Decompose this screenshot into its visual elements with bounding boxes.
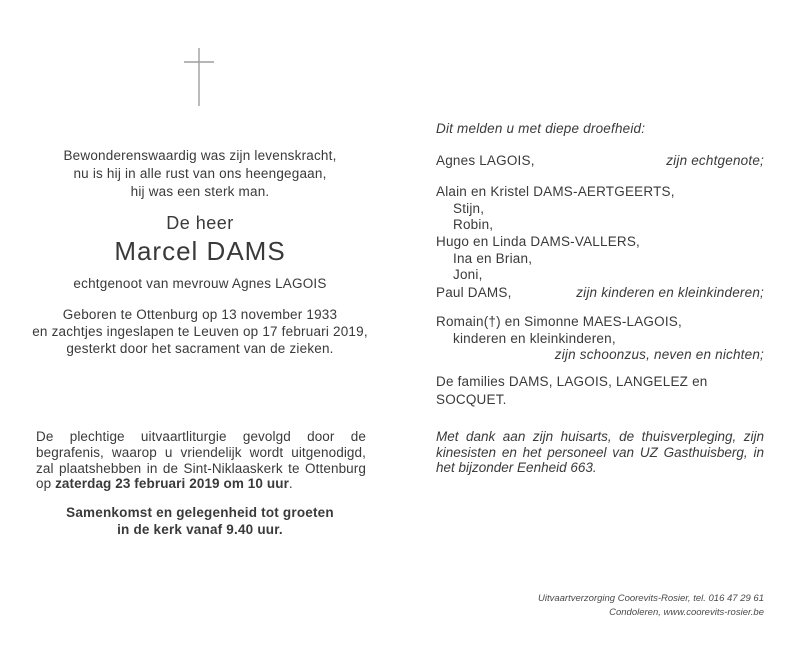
service-announcement-text: De plechtige uitvaartliturgie gevolgd door de begrafenis, waarop u vriendelijk wordt uitgenodigd, zal plaatshebben in de Sint-Niklaaskerk te Ottenburg op (36, 429, 366, 492)
service-date-bold: zaterdag 23 februari 2019 om 10 uur (55, 476, 289, 492)
spouse-row (436, 152, 764, 170)
condolence-website: Condoleren, www.coorevits-rosier.be (609, 606, 764, 618)
service-announcement (36, 429, 366, 492)
memorial-cross-icon (183, 46, 215, 113)
deceased-name: Marcel DAMS (114, 236, 286, 266)
gathering-notice (30, 505, 370, 538)
opening-verse-line: Bewonderenswaardig was zijn levenskracht, (63, 148, 337, 163)
thanks-paragraph: Met dank aan zijn huisarts, de thuisverpleging, zijn kinesisten en het personeel van UZ Gasthuisberg, in het bijzonder Eenheid 663. (436, 429, 764, 475)
spouse-relation: zijn echtgenote; (666, 153, 764, 168)
family-member: Romain(†) en Simonne MAES-LAGOIS, (436, 314, 682, 329)
announcement-intro: Dit melden u met diepe droefheid: (436, 121, 646, 136)
life-dates-line: en zachtjes ingeslapen te Leuven op 17 februari 2019, (32, 324, 368, 339)
spouse-name: Agnes LAGOIS, (436, 153, 535, 168)
family-member: Ina en Brian, (453, 250, 533, 266)
family-member: Paul DAMS, (436, 285, 512, 300)
opening-verse-line: nu is hij in alle rust van ons heengegaan, (73, 166, 327, 181)
honorific: De heer (166, 213, 234, 233)
opening-verse (30, 147, 370, 201)
family-member: Robin, (453, 217, 494, 232)
family-member: kinderen en kleinkinderen, (453, 330, 616, 346)
inlaws-relation: zijn schoonzus, neven en nichten; (554, 347, 764, 362)
life-dates-line: gesterkt door het sacrament van de zieken. (66, 341, 334, 356)
funeral-home-footer (436, 592, 764, 619)
family-member: Joni, (453, 267, 483, 282)
children-relation: zijn kinderen en kleinkinderen; (576, 285, 764, 300)
family-member: Alain en Kristel DAMS-AERTGEERTS, (436, 184, 675, 199)
paul-row (436, 284, 764, 302)
gathering-notice-line: in de kerk vanaf 9.40 uur. (117, 521, 283, 537)
family-group-3 (436, 314, 764, 364)
opening-verse-line: hij was een sterk man. (130, 184, 270, 199)
families-line: De families DAMS, LAGOIS, LANGELEZ en SOCQUET. (436, 374, 708, 407)
service-announcement-period: . (288, 476, 293, 492)
life-dates (30, 306, 370, 357)
family-member: Stijn, (453, 200, 485, 216)
family-group-1 (436, 184, 764, 234)
gathering-notice-line: Samenkomst en gelegenheid tot groeten (66, 505, 334, 520)
family-member: Hugo en Linda DAMS-VALLERS, (436, 234, 641, 249)
funeral-home-contact: Uitvaartverzorging Coorevits-Rosier, tel. 016 47 29 61 (537, 593, 764, 604)
life-dates-line: Geboren te Ottenburg op 13 november 1933 (62, 307, 338, 322)
spouse-line: echtgenoot van mevrouw Agnes LAGOIS (73, 276, 327, 291)
family-group-2 (436, 234, 764, 284)
